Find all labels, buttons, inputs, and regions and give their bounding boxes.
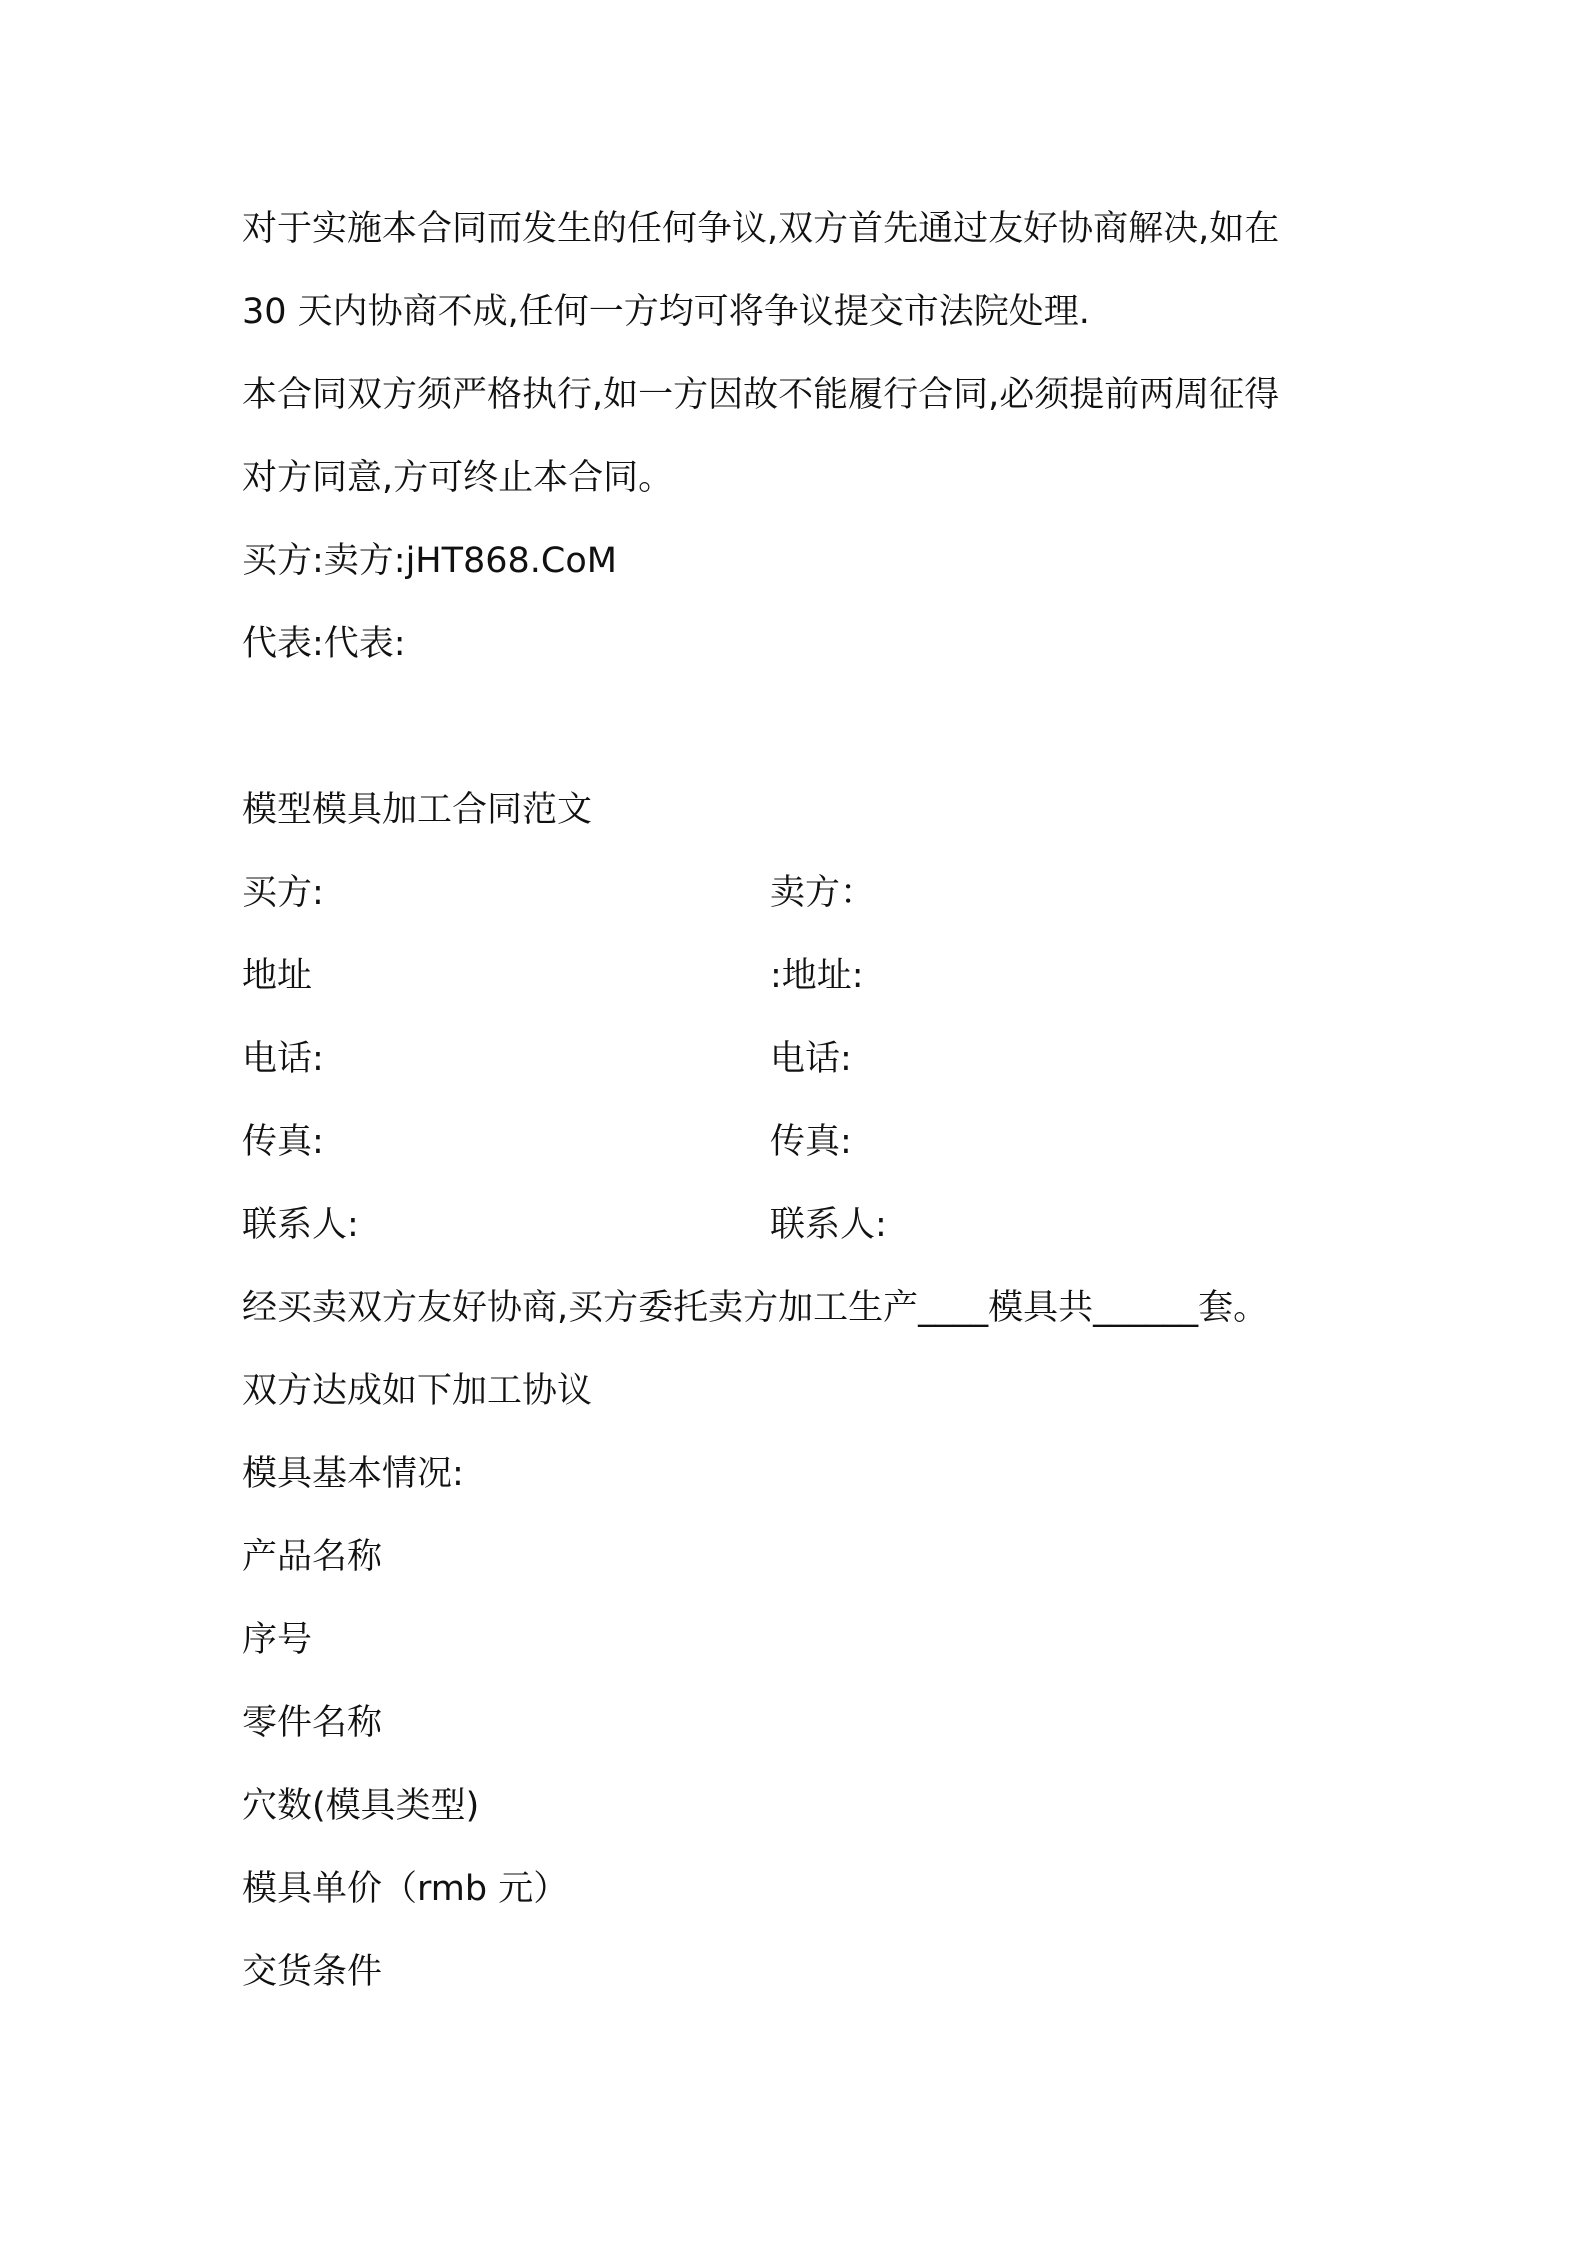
contract-intro-line-1: 经买卖双方友好协商,买方委托卖方加工生产____模具共______套。 <box>242 1288 1269 1328</box>
field-mold-unit-price: 模具单价（rmb 元） <box>242 1869 569 1909</box>
seller-address: :地址: <box>770 956 864 996</box>
buyer-fax: 传真: <box>242 1122 324 1162</box>
seller-phone: 电话: <box>770 1039 852 1079</box>
seller-label: 卖方： <box>770 873 876 913</box>
seller-contact: 联系人: <box>770 1205 887 1245</box>
signature-parties: 买方:卖方:jHT868.CoM <box>242 541 617 581</box>
contract-title: 模型模具加工合同范文 <box>242 790 593 830</box>
termination-clause-line-1: 本合同双方须严格执行,如一方因故不能履行合同,必须提前两周征得 <box>242 375 1280 415</box>
field-delivery-terms: 交货条件 <box>242 1952 383 1992</box>
contract-intro-line-2: 双方达成如下加工协议 <box>242 1371 593 1411</box>
field-serial-number: 序号 <box>242 1620 313 1660</box>
seller-fax: 传真: <box>770 1122 852 1162</box>
mold-info-heading: 模具基本情况: <box>242 1454 464 1494</box>
dispute-clause-line-1: 对于实施本合同而发生的任何争议,双方首先通过友好协商解决,如在 <box>242 209 1280 249</box>
field-product-name: 产品名称 <box>242 1537 383 1577</box>
buyer-phone: 电话: <box>242 1039 324 1079</box>
field-part-name: 零件名称 <box>242 1703 383 1743</box>
buyer-address: 地址 <box>242 956 313 996</box>
field-cavity-count: 穴数(模具类型) <box>242 1786 480 1826</box>
buyer-contact: 联系人: <box>242 1205 359 1245</box>
dispute-clause-line-2: 30 天内协商不成,任何一方均可将争议提交市法院处理. <box>242 292 1090 332</box>
signature-representatives: 代表:代表: <box>242 624 406 664</box>
buyer-label: 买方: <box>242 873 324 913</box>
termination-clause-line-2: 对方同意,方可终止本合同。 <box>242 458 674 498</box>
